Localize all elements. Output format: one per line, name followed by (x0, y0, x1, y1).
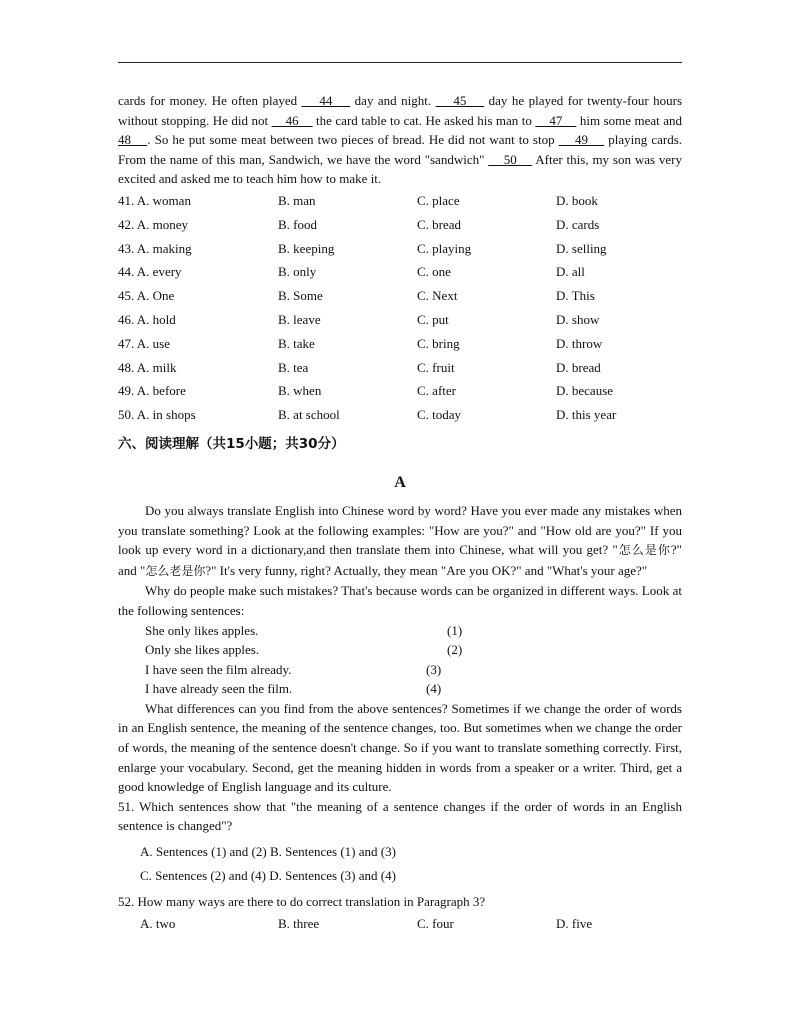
example-text: She only likes apples. (145, 622, 259, 638)
option-a: 45. A. One (118, 288, 175, 304)
option-row-50 (118, 403, 682, 427)
question-51-stem: 51. Which sentences show that "the meaning of a sentence changes if the order of words in an English sentence is changed"? (118, 798, 682, 834)
option-a: 42. A. money (118, 216, 189, 232)
option-a: 48. A. milk (118, 359, 177, 375)
option-a: 43. A. making (118, 240, 192, 256)
option-d: D. cards (556, 216, 600, 232)
cloze-text: day he played for twenty-four hours without stopping. He did not (118, 93, 683, 128)
blank-46: 46 (271, 112, 313, 128)
cloze-paragraph (118, 91, 682, 189)
blank-44: 44 (301, 93, 351, 108)
option-c: C. bring (417, 335, 460, 351)
cloze-text: . So he put some meat between two pieces of bread. He did not want to stop (147, 132, 559, 148)
option-b: B. when (278, 383, 322, 399)
example-text: Only she likes apples. (145, 642, 260, 658)
option-d: D. show (556, 311, 600, 327)
option-c: C. bread (417, 216, 462, 232)
option-row-44 (118, 260, 682, 284)
cloze-text: the card table to cat. He asked his man to (312, 112, 536, 128)
option-d: D. This (556, 288, 595, 304)
option-d: D. book (556, 192, 598, 208)
option-b: B. Some (278, 288, 323, 304)
example-sentences (118, 621, 682, 699)
example-sentence (118, 621, 682, 641)
blank-50: 50 (488, 151, 533, 167)
example-number: (4) (426, 681, 442, 697)
option-c: C. place (417, 192, 460, 208)
option-a: 44. A. every (118, 264, 182, 280)
option-c: C. fruit (417, 359, 455, 375)
passage-letter: A (394, 473, 406, 491)
chinese-text: 怎么是你 (617, 543, 671, 558)
example-number: (3) (426, 661, 442, 677)
cloze-text: playing cards. From the name of this man, Sandwich, we have the word "sandwich" (118, 132, 683, 167)
option-row-46 (118, 308, 682, 332)
question-51-options-line-1: A. Sentences (1) and (2) B. Sentences (1) and (3) (140, 844, 396, 860)
option-b: B. man (278, 192, 316, 208)
example-sentence (118, 679, 682, 699)
option-row-41 (118, 189, 682, 213)
example-text: I have seen the film already. (145, 661, 292, 677)
option-row-43 (118, 237, 682, 261)
option-d: D. five (556, 915, 593, 931)
option-c: C. today (417, 407, 462, 423)
option-b: B. three (278, 915, 320, 931)
option-c: C. put (417, 311, 449, 327)
passage-text: ?" and " (118, 542, 682, 578)
example-text: I have already seen the film. (145, 681, 293, 697)
option-b: B. food (278, 216, 317, 232)
blank-45: 45 (435, 93, 485, 108)
passage-paragraph-3: What differences can you find from the above sentences? Sometimes if we change the order of words in an English sentence, the meaning of the sentence changes, too. But sometimes when we change the order of words, the meaning of the sentence doesn't change. So if you want to translate something correctly. First, enlarge your vocabulary. Second, get the meaning hidden in words from a speaker or a writer. Third, get a good knowledge of English language and its culture. (118, 700, 682, 795)
question-52-options (118, 912, 682, 936)
option-d: D. bread (556, 359, 601, 375)
option-c: C. one (417, 264, 451, 280)
option-d: D. this year (556, 407, 617, 423)
question-52-stem: 52. How many ways are there to do correct translation in Paragraph 3? (118, 894, 486, 910)
example-number: (2) (447, 642, 463, 658)
section-heading: 六、阅读理解（共15小题；共30分） (118, 435, 345, 452)
blank-47: 47 (535, 112, 577, 128)
option-c: C. after (417, 383, 456, 399)
option-row-42 (118, 213, 682, 237)
option-b: B. keeping (278, 240, 335, 256)
cloze-text: day and night. (350, 93, 436, 108)
option-b: B. leave (278, 311, 321, 327)
cloze-text: After this, my son was very excited and asked me to teach him how to make it. (118, 151, 682, 187)
option-a: A. two (140, 915, 176, 931)
option-d: D. because (556, 383, 614, 399)
passage-text: ?" It's very funny, right? Actually, they mean "Are you OK?" and "What's your age?" (205, 562, 648, 578)
option-b: B. tea (278, 359, 309, 375)
passage-text: Do you always translate English into Chinese word by word? Have you ever made any mistakes when you translate something? Look at the following examples: "How are you?" and "How old are you?" If you look up every word in a dictionary,and then translate them into Chinese, what will you get? " (118, 502, 682, 558)
option-d: D. all (556, 264, 585, 280)
option-row-45 (118, 284, 682, 308)
example-number: (1) (447, 622, 463, 638)
option-a: 49. A. before (118, 383, 186, 399)
option-c: C. four (417, 915, 454, 931)
example-sentence (118, 640, 682, 660)
passage-paragraph-2: Why do people make such mistakes? That's because words can be organized in different ways. Look at the following sentences: (118, 583, 682, 618)
option-b: B. at school (278, 407, 340, 423)
cloze-options (118, 189, 682, 427)
option-row-48 (118, 356, 682, 380)
option-d: D. selling (556, 240, 607, 256)
question-51-options-line-2: C. Sentences (2) and (4) D. Sentences (3) and (4) (140, 868, 396, 884)
chinese-text: 怎么老是你 (145, 563, 206, 578)
option-c: C. playing (417, 240, 472, 256)
passage-paragraph-1 (118, 501, 682, 581)
option-a: 41. A. woman (118, 192, 191, 208)
option-row-49 (118, 379, 682, 403)
blank-48: 48 (118, 132, 148, 148)
option-d: D. throw (556, 335, 603, 351)
option-a: 47. A. use (118, 335, 170, 351)
option-a: 50. A. in shops (118, 407, 196, 423)
exam-page (118, 91, 682, 936)
blank-49: 49 (558, 132, 605, 148)
example-sentence (118, 660, 682, 680)
option-row-47 (118, 332, 682, 356)
cloze-text: him some meat and (576, 112, 683, 128)
option-b: B. take (278, 335, 315, 351)
header-rule (118, 62, 682, 63)
cloze-text: cards for money. He often played (118, 93, 302, 108)
option-a: 46. A. hold (118, 311, 176, 327)
option-b: B. only (278, 264, 317, 280)
option-c: C. Next (417, 288, 458, 304)
